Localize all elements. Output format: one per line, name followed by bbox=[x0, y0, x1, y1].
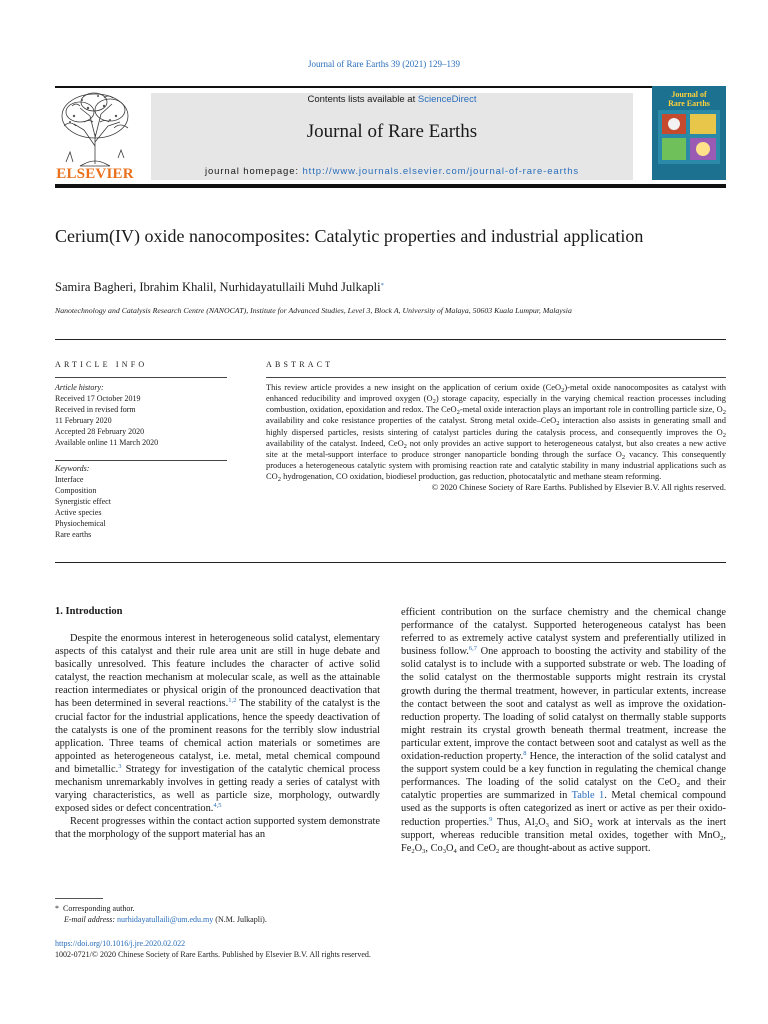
keyword: Composition bbox=[55, 486, 97, 495]
email-label: E-mail address: bbox=[64, 915, 118, 924]
body-left-column bbox=[55, 632, 380, 842]
history-label: Article history: bbox=[55, 383, 104, 392]
introduction-heading: 1. Introduction bbox=[55, 606, 123, 617]
author-list bbox=[55, 280, 725, 295]
corresponding-author-mark[interactable]: * bbox=[380, 282, 384, 289]
email-link[interactable]: nurhidayatullaili@um.edu.my bbox=[117, 915, 214, 924]
cover-title bbox=[652, 90, 726, 108]
corresponding-text: Corresponding author. bbox=[63, 904, 135, 913]
email-suffix: (N.M. Julkapli). bbox=[213, 915, 267, 924]
header-top-rule bbox=[55, 86, 726, 88]
body-paragraph: efficient contribution on the surface chemistry and the chemical change performance of the catalyst. Supported heterogeneous catalyst has been referred to as extremely active catalyst system and preferentially utilized in business follow.$^{6,7}$ One approach to boosting the activity and stability of the solid catalyst is to include with a supported substrate or web. The loading of the solid catalyst on the thermostable supports might restrain its crystal growth during the thermal treatment, however, in particular extents, increase the contact between the soot and catalyst as well as improve the oxidation-reduction property. The loading of solid catalyst on thermally stable supports might restrain its crystal growth beneath thermal treatment, increase the particular extent, improve the contact between soot and catalyst as well as the oxidation-reduction property.$^8$ Hence, the interaction of the solid catalyst and the support system could be a key function in regulating the chemical change performances. The loading of the solid catalyst on the CeO$_2$ and their catalytic properties are summarized in Table 1. Metal chemical compound used as the supports is often categorized as inert or active as per their oxido-reduction properties.$^9$ Thus, $Al_2O_3$ and SiO$_2$ work at intervals as the inert support, whereas reducible transition metal oxides, together with MnO$_2$, $Fe_2O_3$, $Co_3O_4$ and CeO$_2$ are thought-about as active support. bbox=[401, 607, 727, 855]
history-item: Available online 11 March 2020 bbox=[55, 438, 159, 447]
history-item: Accepted 28 February 2020 bbox=[55, 427, 145, 436]
cover-artwork bbox=[658, 110, 720, 164]
body-paragraph: Despite the enormous interest in heterogeneous solid catalyst, elementary aspects of this catalyst and their rule area unit are still in huge debate and basically unresolved. This feature includes the character of active solid catalyst, the reaction mechanism at molecular scale, as well as the attainable reaction intermediates or physical origin of the pronounced deactivation that has been determined in several reactions.$^{1,2}$ The stability of the catalyst is the crucial factor for the industrial applications, hence the speedy deactivation of the catalysts is one of the prominent reasons for the terribly slow industrial application. Three teams of chemical action materials or sometimes are appointed as heterogeneous catalyst, i.e. metal, metal chemical compound and bimetallic.$^3$ Strategy for investigation of the catalytic chemical process mechanism unremarkably involves in getting ready a series of catalyst with varying characteristics, as well as particle size, morphology, outwardly exposed sides or defect concentration.$^{4,5}$ bbox=[55, 633, 381, 815]
keyword: Interface bbox=[55, 475, 84, 484]
doi-block bbox=[55, 938, 371, 960]
abstract-paragraph: This review article provides a new insight on the application of cerium oxide (CeO$_2$)-metal oxide nanocomposites as catalyst with enhanced reducibility and improved oxygen $(O_2)$ storage capacity, especially in the varying chemical reaction processes including combustion, oxidation, epoxidation and redox. The CeO$_2$-metal oxide interaction plays an important role in controlling particle size, $O_2$ availability and coke resistance properties of the catalyst. Strong metal oxide–CeO$_2$ interaction also assists in generating small and highly dispersed particles, resists sintering of catalyst particles during the catalysis process, and consequently improves the $O_2$ availability of the catalyst. Indeed, CeO$_2$ not only provides an active support to heterogeneous catalyst, but also creates a new active site at the metal-support interface to produce stronger nanoparticle bonding through the surface $O_2$ vacancy. This consequently produces a heterogeneous catalytic system with promising reaction rate and catalytic stability in many industrial applications such as $CO_2$ hydrogenation, CO oxidation, biodiesel production, gas reduction, photocatalytic and methane steam reforming. bbox=[266, 382, 726, 484]
author-affiliation: Nanotechnology and Catalysis Research Centre (NANOCAT), Institute for Advanced Studies, Level 3, Block A, University of Malaya, 50603 Kuala Lumpur, Malaysia bbox=[55, 306, 572, 315]
keywords-rule bbox=[55, 460, 227, 461]
cover-title-line2: Rare Earths bbox=[668, 99, 710, 108]
abstract-rule bbox=[266, 377, 726, 378]
history-item: Received in revised form bbox=[55, 405, 136, 414]
title-divider bbox=[55, 339, 726, 340]
keyword: Physiochemical bbox=[55, 519, 106, 528]
contents-availability bbox=[151, 94, 633, 105]
body-paragraph: Recent progresses within the contact action supported system demonstrate that the morphology of the support material has an bbox=[55, 816, 380, 841]
contents-prefix: Contents lists available at bbox=[307, 94, 418, 105]
journal-title: Journal of Rare Earths bbox=[306, 121, 478, 142]
keywords-label: Keywords: bbox=[55, 464, 90, 473]
article-history bbox=[55, 382, 158, 448]
issn-line: 1002-0721/© 2020 Chinese Society of Rare Earths. Published by Elsevier B.V. All rights reserved. bbox=[55, 950, 371, 959]
header-bottom-rule bbox=[55, 184, 726, 188]
article-info-heading: ARTICLE INFO bbox=[55, 360, 148, 369]
footnote bbox=[55, 903, 267, 925]
journal-homepage bbox=[151, 166, 633, 177]
abstract-text bbox=[266, 382, 726, 494]
history-item: Received 17 October 2019 bbox=[55, 394, 141, 403]
keyword: Active species bbox=[55, 508, 102, 517]
keyword: Rare earths bbox=[55, 530, 92, 539]
cover-title-line1: Journal of bbox=[671, 90, 707, 99]
abstract-bottom-rule bbox=[55, 562, 726, 563]
article-info-rule bbox=[55, 377, 227, 378]
keywords-list bbox=[55, 463, 111, 540]
footnote-rule bbox=[55, 898, 103, 899]
footnote-mark: * bbox=[55, 904, 59, 913]
doi-link[interactable]: https://doi.org/10.1016/j.jre.2020.02.022 bbox=[55, 939, 186, 948]
abstract-heading: ABSTRACT bbox=[266, 360, 334, 369]
abstract-copyright: © 2020 Chinese Society of Rare Earths. Published by Elsevier B.V. All rights reserved. bbox=[431, 482, 726, 493]
article-title: Cerium(IV) oxide nanocomposites: Catalytic properties and industrial application bbox=[55, 226, 644, 246]
authors-text: Samira Bagheri, Ibrahim Khalil, Nurhidayatullaili Muhd Julkapli bbox=[55, 280, 381, 294]
keyword: Synergistic effect bbox=[55, 497, 111, 506]
journal-cover-image[interactable] bbox=[652, 86, 726, 180]
homepage-link[interactable]: http://www.journals.elsevier.com/journal-of-rare-earths bbox=[302, 166, 580, 177]
history-item: 11 February 2020 bbox=[55, 416, 112, 425]
corresponding-footnote bbox=[55, 903, 267, 914]
sciencedirect-link[interactable]: ScienceDirect bbox=[417, 94, 477, 105]
elsevier-logo-text: ELSEVIER bbox=[56, 166, 134, 182]
homepage-prefix: journal homepage: bbox=[204, 166, 303, 177]
body-right-column bbox=[401, 606, 726, 855]
email-footnote bbox=[55, 914, 267, 925]
journal-citation[interactable]: Journal of Rare Earths 39 (2021) 129–139 bbox=[308, 59, 460, 69]
